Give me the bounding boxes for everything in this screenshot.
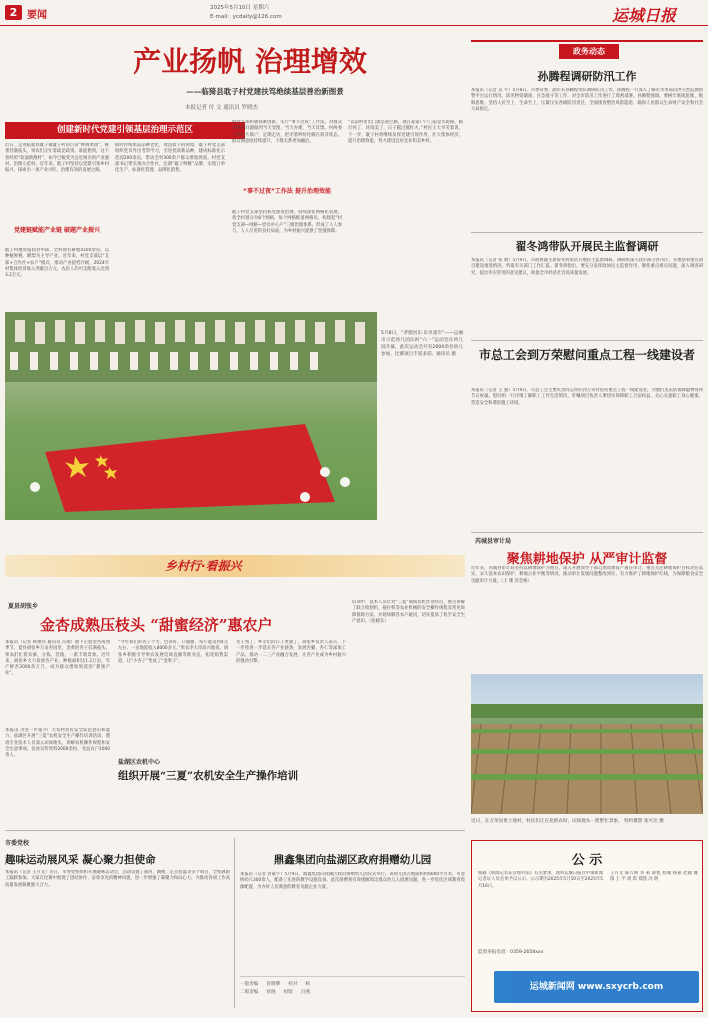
right-tag bbox=[471, 40, 703, 60]
section-name: 要闻 bbox=[27, 10, 47, 21]
mid-title: 金杏成熟压枝头 “甜蜜经济”惠农户 bbox=[40, 616, 273, 634]
footer-item: 曾晓攀 bbox=[266, 982, 281, 987]
lead-sub2: “事不过夜”工作法 提升治理效能 bbox=[243, 188, 331, 195]
paper-brand: 运城日报 bbox=[612, 6, 677, 25]
mid-title2: 组织开展“三夏”农机安全生产操作培训 bbox=[118, 770, 299, 782]
mid-col1: 本报讯（记者 韩俊伟 通讯员 冯瑞）眼下正值金杏成熟季节，夏县胡张乡万亩杏园里，金黄的杏子挂满枝头，果农们忙着采摘、分拣、装箱，一派丰收景象。近年来，胡张乡大力发展杏产业，种植面积达1.2万亩，年产鲜杏2000余万斤，成为群众增收致富的“甜蜜产业”。 bbox=[5, 640, 110, 677]
lead-col4: “以前村里出门就是泥巴路，现在家家户户门前是水泥路，路灯亮了，环境美了，日子越过越红火。”村民王大爷笑着说。下一步，耽子村将继续发挥党建引领作用，壮大集体经济，提升治理效能，努力建设宜居宜业和美乡村。 bbox=[348, 120, 463, 144]
right-tag-label: 政务动态 bbox=[559, 44, 619, 59]
email-line: E-mail：ycdaily@126.com bbox=[210, 14, 282, 20]
notice-box bbox=[471, 840, 703, 1012]
footer-item: 组版 bbox=[283, 990, 293, 995]
mid-col2: “今年我们的杏子个大、色泽好、口感甜，每斤能卖到4元左右，一亩地能收入8000多元。”果农李大哥高兴地说。胡张乡积极引导果农发展电商直播等新业态，拓宽销售渠道，让“小杏子”变成了“金果子”。 bbox=[118, 640, 228, 664]
notice-title: 公 示 bbox=[571, 853, 603, 868]
footer-row-2 bbox=[240, 989, 465, 997]
lead-col3b: 耽子村党支部坚持抓党建促治理，持续深化网格化管理，将全村划分为8个网格，每个网格配备网格员，构建起“村党支部—网格—党员中心户”三级治理体系，形成了人人参与、人人尽责的良好局面，为乡村振兴提供了坚强保障。 bbox=[232, 210, 342, 234]
bottom-col1-title: 趣味运动展风采 凝心聚力担使命 bbox=[5, 854, 156, 866]
village-band bbox=[5, 555, 465, 577]
lead-photo bbox=[5, 312, 377, 520]
date-line: 2025年5月10日 星期六 bbox=[210, 5, 270, 11]
right-a4-title: 聚焦耕地保护 从严审计监督 bbox=[506, 552, 668, 567]
right-a2-text: 本报讯（记者 张 婧）5月9日，市政协副主席翟冬鸿带队开展民主监督调研。调研组深入我市部分县市区，实地察看重点项目建设推进情况，听取有关部门工作汇报。翟冬鸿指出，要充分发挥政协民主监督作用，聚焦重点难点问题，深入调查研究，提出务实管用的意见建议，助推全市经济社会高质量发展。 bbox=[471, 258, 703, 276]
mid-col4: 培训中，技术人员针对“三夏”期间农机作业特点，重点讲解了联合收割机、拖拉机等农业机械的安全操作规程及常见故障排除方法，并现场解答农户疑问，切实提高了机手安全生产意识。（张晓东） bbox=[352, 600, 465, 624]
right-a1-title: 孙腾程调研防汛工作 bbox=[537, 70, 637, 83]
bottom-col1-text: 本报讯（记者 王月文）近日，市委党校组织开展趣味运动会，活动设置了拔河、跳绳、定点投篮等多个项目，全校教职工踊跃参加。大家在比赛中展现了团结协作、奋勇争先的精神风貌，进一步增强了凝聚力和向心力，为推动各项工作高质量发展凝聚强大合力。 bbox=[5, 870, 230, 888]
lead-kicker: 创建新时代党建引领基层治理示范区 bbox=[5, 122, 245, 139]
mid-label2: 盐湖区农机中心 bbox=[118, 759, 161, 766]
site-watermark: 运城新闻网 www.sxycrb.com bbox=[494, 971, 699, 1003]
footer-item: 侯晓 bbox=[266, 990, 276, 995]
lead-col2: 即时传统果品品种老化，效益低下的困境，耽子村党支部组织党员外出考察学习，引进优质新品种，建成标准化示范园200余亩，带动全村300余户群众增收致富。村党支部书记带头领办合作社，注册“耽子鲜桃”品牌，实现订单化生产、标准化管理、品牌化销售。 bbox=[115, 143, 225, 174]
field-photo bbox=[471, 674, 703, 814]
notice-text: 根据《新闻记者证管理办法》有关要求，现将运城日报社申领新闻记者证人员名单予以公示。公示期为2025年5月10日至2025年5月16日。 bbox=[478, 871, 603, 889]
footer-credits bbox=[240, 976, 465, 1010]
lead-col3: 村党支部积极探索创新，实行“事不过夜”工作法，对群众反映的问题做到当天受理、当天办理、当天反馈。村两委干部包片联户，定期走访，把矛盾纠纷化解在萌芽状态。群众满意度持续提升，干群关系更加融洽。 bbox=[232, 120, 342, 144]
field-illustration bbox=[471, 674, 703, 814]
right-a3-title: 市总工会到万荣慰问重点工程一线建设者 bbox=[478, 348, 695, 362]
footer-item: 校对 bbox=[288, 982, 298, 987]
mid-label: 夏县胡张乡 bbox=[8, 603, 39, 610]
mid-col1b: 本报讯 为进一步提升广大农村居民安全防范意识和能力，盐湖区开展“三夏”农机安全生产操作培训活动，邀请专业技术人员深入田间地头，讲解农机操作规程和安全注意事项，发放宣传资料2000余份，受益农户1000余人。 bbox=[5, 728, 110, 759]
right-a2-title: 翟冬鸿带队开展民主监督调研 bbox=[515, 240, 659, 253]
village-band-title: 乡村行·看振兴 bbox=[165, 559, 242, 573]
lead-col1: 近日，走进临猗县耽子镇耽子村的百亩“鲜桃果园”，桃蕾挂满枝头，果农们正忙着疏花疏果。谁能想到，这个曾经的“软弱涣散村”，如今已蜕变为远近闻名的产业强村、治理示范村。近年来，耽子村坚持以党建引领乡村振兴，探索出一条产业兴旺、治理有效的发展之路。 bbox=[5, 143, 109, 174]
right-a1-text: 本报讯（记者 吴 平）5月8日，市委常委、副市长孙腾程带队调研防汛工作。孙腾程一行深入了解市水务局山洪灾害监测预警平台运行情况、防汛物资储备、应急值守等工作，对全市防汛工作进行了周密部署。孙腾程强调，要树牢底线思维、极限思维，坚持人民至上、生命至上，压紧压实各级防汛责任，全面排查整治风险隐患，确保人民群众生命财产安全和社会大局稳定。 bbox=[471, 88, 703, 112]
field-photo-caption: 近日，在万荣县黄土坡村，村民们正在抢抓农时，田间地头一派繁忙景象。 特约摄影 张可达 摄 bbox=[471, 819, 664, 824]
footer-item: 冯燕 bbox=[300, 990, 310, 995]
notice-contact: 监督举报电话：0359-2658xxx bbox=[478, 950, 544, 955]
lead-byline: 本报记者 付 文 通讯员 罗晓杰 bbox=[185, 105, 258, 111]
playground-illustration bbox=[5, 312, 377, 520]
masthead bbox=[0, 0, 708, 26]
right-a4-label: 芮城县审计局 bbox=[475, 538, 512, 545]
notice-names: 王月文 陈方洲 李 莉 薛旭 程瑜 杨嘉 赵晓 姚瑞 王 平 周 琪 郑凯 冯 明 bbox=[610, 871, 698, 883]
footer-item: 一版责编 bbox=[240, 982, 259, 987]
page-number-badge: 2 bbox=[5, 5, 22, 20]
right-a3-text: 本报讯（记者 王 强）5月9日，市总工会主要负责同志带队到万荣县慰问重点工程一线建设者，为他们送去防暑降温物资和节日祝福。慰问组一行详细了解职工工作生活情况，叮嘱项目负责人要切实保障职工合法权益，关心关爱职工身心健康，营造安全和谐的施工环境。 bbox=[471, 388, 703, 406]
lead-subtitle: ——临猗县耽子村党建扶笃绝续基层善治新图景 bbox=[186, 87, 344, 96]
lead-col1b: 耽子村地处临猗县中部，全村现有耕地4100余亩，以种植鲜桃、酥梨为主导产业。近年来，村党支部以“支部+合作社+农户”模式，推动产业提档升级，2024年村集体经济收入突破百万元，农民人均可支配收入达到3.2万元。 bbox=[5, 248, 109, 279]
footer-item: 二版责编 bbox=[240, 990, 259, 995]
bottom-col2-title: 鼎鑫集团向盐湖区政府捐赠幼儿园 bbox=[273, 854, 432, 866]
bottom-col2-text: 本报讯（记者 曾豪宇）5月9日，鼎鑫集团向盐湖区政府捐赠幼儿园仪式举行。该幼儿园占地面积约6000平方米，可容纳幼儿300余人，配备了先进的教学设施设备。此次捐赠将有效缓解周边群众幼儿入园难问题，进一步优化区域教育资源配置，为办好人民满意的教育贡献企业力量。 bbox=[240, 872, 465, 890]
footer-row-1 bbox=[240, 981, 465, 989]
mid-col3: 杏子熟了，乡亲们的日子更甜了。胡张乡负责人表示，下一步将进一步延长杏产业链条，发展杏脯、杏仁等深加工产品，推动一二三产业融合发展，让杏产业成为乡村振兴的强劲引擎。 bbox=[236, 640, 346, 664]
footer-item: 杨 bbox=[305, 982, 310, 987]
lead-sub1: 党建链赋能产业链 破题产业振兴 bbox=[13, 227, 101, 234]
right-a4-text: 近年来，芮城县审计局坚持以耕地保护为重点，深入开展领导干部自然资源资产离任审计，重点关注耕地保护目标责任落实、永久基本农田保护、耕地占补平衡等情况，推动审计发现问题整改到位，有力维护了耕地保护红线，为保障粮食安全贡献审计力量。（王 珊 苏会梅） bbox=[471, 566, 703, 584]
bottom-col1-label: 市委党校 bbox=[5, 840, 30, 847]
lead-title: 产业扬帆 治理增效 bbox=[133, 45, 367, 78]
lead-photo-caption: 5月8日，“孝德河东·乐享童年”——运城市示范幼儿园庆祝“六一”运动会在幼儿园开幕，此次运动会共有2000余名幼儿参加，比赛项目丰富多彩。通讯员 摄 bbox=[381, 331, 463, 357]
